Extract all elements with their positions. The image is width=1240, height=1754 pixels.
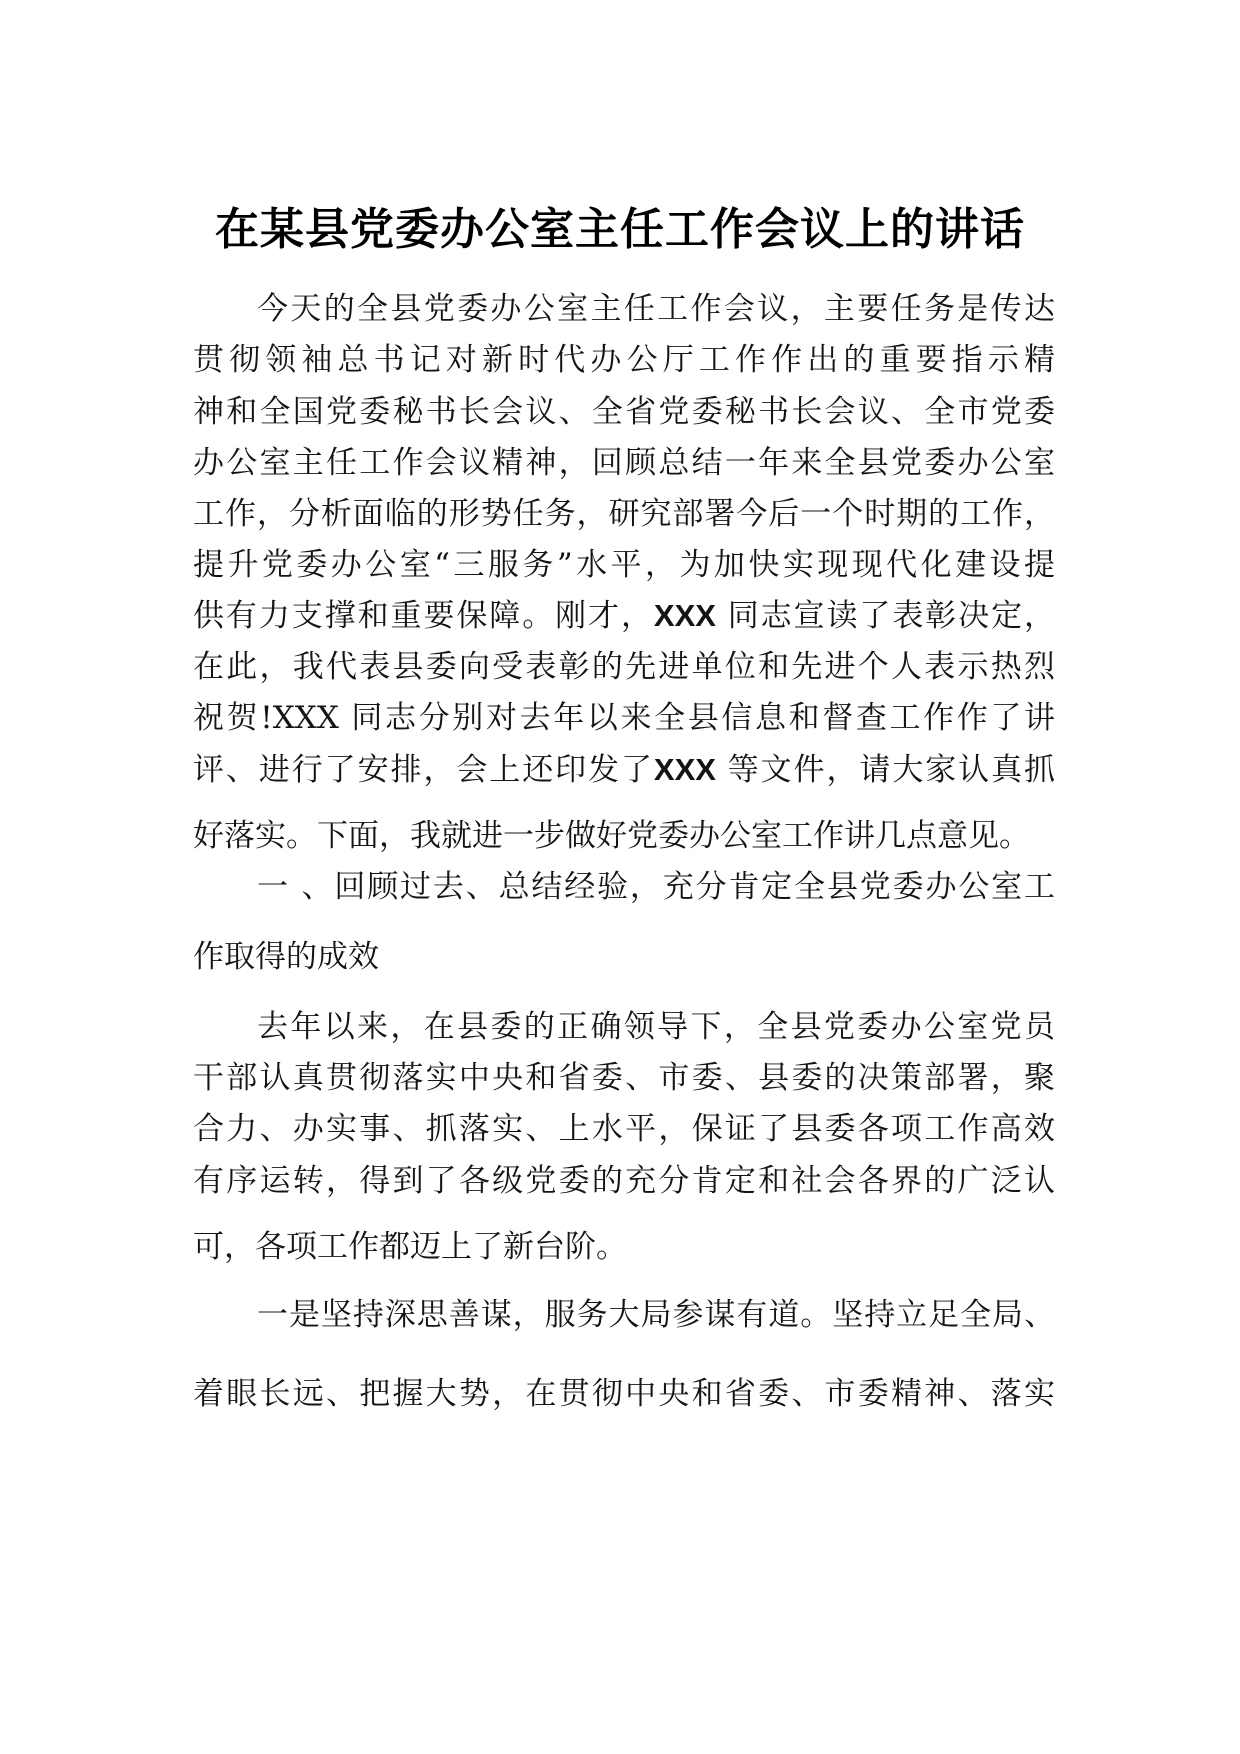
paragraph-line: 在此，我代表县委向受表彰的先进单位和先进个人表示热烈 xyxy=(193,649,1055,685)
text-span: 祝贺!XXX xyxy=(193,700,339,736)
paragraph-line: 好落实。下面，我就进一步做好党委办公室工作讲几点意见。 xyxy=(193,818,1030,854)
text-span: 同志分别对去年以来全县信息和督查工作作了讲 xyxy=(351,700,1056,736)
paragraph-line: 办公室主任工作会议精神，回顾总结一年来全县党委办公室 xyxy=(193,445,1055,481)
paragraph-line: 今天的全县党委办公室主任工作会议，主要任务是传达 xyxy=(257,291,1055,327)
paragraph-line: 干部认真贯彻落实中央和省委、市委、县委的决策部署，聚 xyxy=(193,1060,1055,1096)
paragraph-line xyxy=(193,591,1055,641)
paragraph-line: 可，各项工作都迈上了新台阶。 xyxy=(193,1229,627,1265)
paragraph-line: 工作，分析面临的形势任务，研究部署今后一个时期的工作， xyxy=(193,496,1055,532)
paragraph-line: 提升党委办公室“三服务”水平，为加快实现现代化建设提 xyxy=(193,547,1055,583)
section-heading-line: 作取得的成效 xyxy=(193,939,379,975)
paragraph-line: 一是坚持深思善谋，服务大局参谋有道。坚持立足全局、 xyxy=(257,1297,1055,1333)
text-span: 同志宣读了表彰决定， xyxy=(727,598,1056,634)
text-span: 等文件，请大家认真抓 xyxy=(727,752,1056,788)
section-heading-line: 一 、回顾过去、总结经验，充分肯定全县党委办公室工 xyxy=(257,869,1055,905)
document-title: 在某县党委办公室主任工作会议上的讲话 xyxy=(215,204,1025,255)
paragraph-line: 有序运转，得到了各级党委的充分肯定和社会各界的广泛认 xyxy=(193,1163,1055,1199)
paragraph-line xyxy=(193,745,1055,795)
paragraph-line xyxy=(193,693,1055,743)
paragraph-line: 着眼长远、把握大势，在贯彻中央和省委、市委精神、落实 xyxy=(193,1376,1055,1412)
placeholder-name: XXX xyxy=(653,598,716,633)
paragraph-line: 去年以来，在县委的正确领导下，全县党委办公室党员 xyxy=(257,1009,1055,1045)
placeholder-name: XXX xyxy=(653,752,716,787)
paragraph-line: 合力、办实事、抓落实、上水平，保证了县委各项工作高效 xyxy=(193,1111,1055,1147)
paragraph-line: 贯彻领袖总书记对新时代办公厅工作作出的重要指示精 xyxy=(193,342,1055,378)
text-span: 评、进行了安排，会上还印发了 xyxy=(193,752,654,788)
text-span: 供有力支撑和重要保障。刚才， xyxy=(193,598,654,634)
paragraph-line: 神和全国党委秘书长会议、全省党委秘书长会议、全市党委 xyxy=(193,394,1055,430)
